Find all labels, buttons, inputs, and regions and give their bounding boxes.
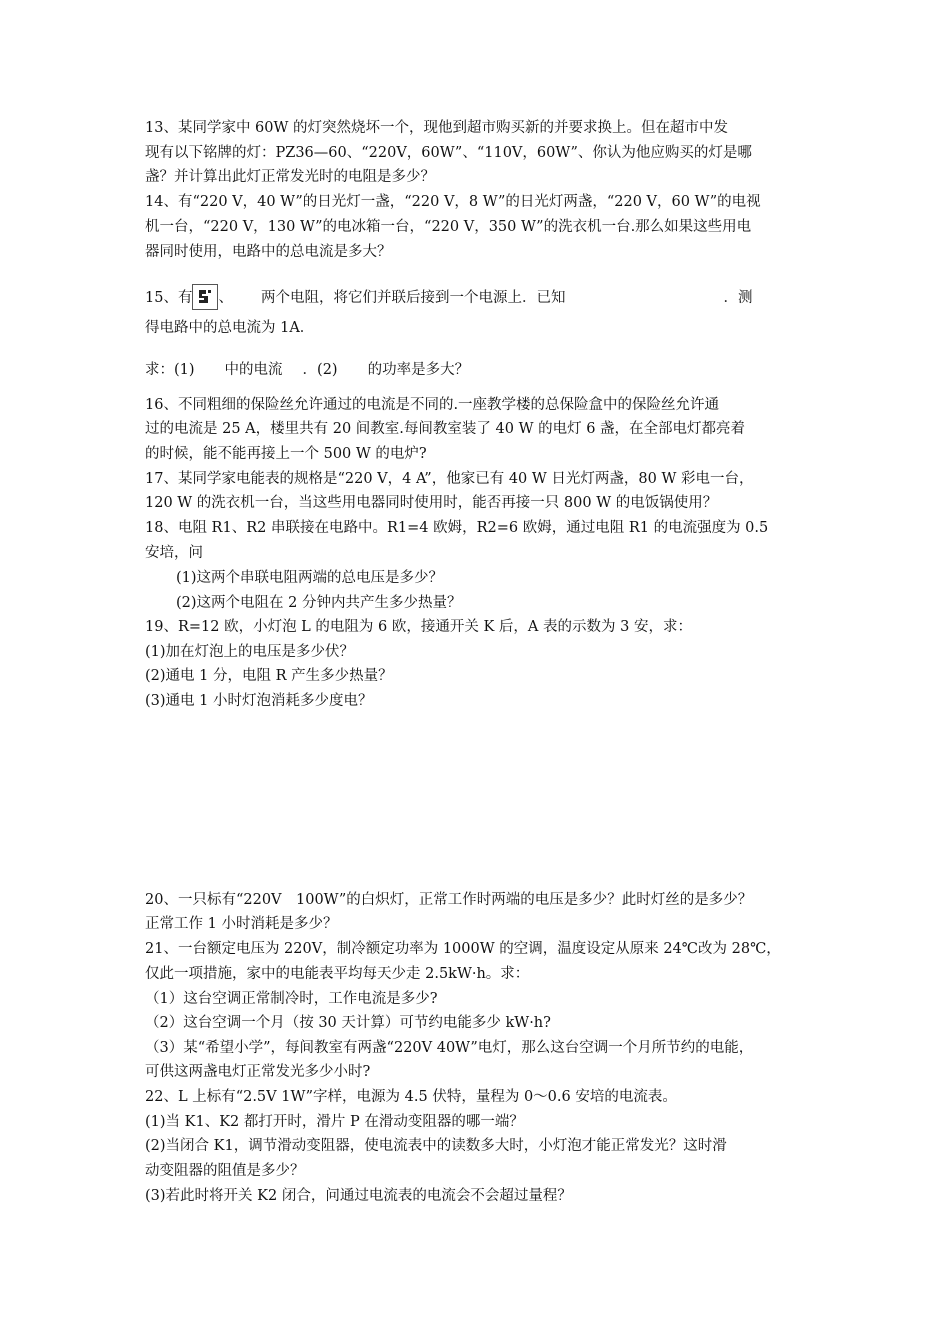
q18-line1: 18、电阻 R1、R2 串联接在电路中。R1=4 欧姆，R2=6 欧姆，通过电阻 R1 的电流强度为 0.5 (145, 520, 769, 536)
q15-line1 (145, 284, 752, 304)
q21-line4: （2）这台空调一个月（按 30 天计算）可节约电能多少 kW·h? (145, 1015, 551, 1031)
q16-line2: 过的电流是 25 A，楼里共有 20 间教室.每间教室装了 40 W 的电灯 6 盏，在全部电灯都亮着 (145, 421, 746, 437)
q19-line1: 19、R=12 欧，小灯泡 L 的电阻为 6 欧，接通开关 K 后，A 表的示数为 3 安，求： (145, 619, 692, 635)
q20-line1: 20、一只标有“220V 100W”的白炽灯，正常工作时两端的电压是多少？此时灯丝的是多少？ (145, 892, 753, 908)
q21-line5: （3）某“希望小学”，每间教室有两盏“220V 40W”电灯，那么这台空调一个月所节约的电能， (145, 1040, 754, 1056)
q21-line3: （1）这台空调正常制冷时，工作电流是多少? (145, 991, 438, 1007)
q18-line2: 安培，问 (145, 545, 203, 561)
q22-line4: 动变阻器的阻值是多少？ (145, 1163, 305, 1179)
q15-text: 两个电阻，将它们并联后接到一个电源上．已知 (260, 290, 566, 306)
q16-line1: 16、不同粗细的保险丝允许通过的电流是不同的.一座教学楼的总保险盒中的保险丝允许通 (145, 397, 720, 413)
q17-line1: 17、某同学家电能表的规格是“220 V，4 A”，他家已有 40 W 日光灯两盏，80 W 彩电一台， (145, 471, 754, 487)
q18-line3: (1)这两个串联电阻两端的总电压是多少？ (176, 570, 444, 586)
q19-line3: (2)通电 1 分，电阻 R 产生多少热量？ (145, 668, 393, 684)
q19-line4: (3)通电 1 小时灯泡消耗多少度电？ (145, 693, 373, 709)
q13-line2: 现有以下铭牌的灯：PZ36—60、“220V，60W”、“110V，60W”、你认为他应购买的灯是哪 (145, 145, 752, 161)
q17-line2: 120 W 的洗衣机一台，当这些用电器同时使用时，能否再接一只 800 W 的电饭锅使用？ (145, 495, 718, 511)
q15-line2: 得电路中的总电流为 1A． (145, 320, 315, 336)
q15-line3: 求：(1) 中的电流 ．(2) 的功率是多大？ (145, 362, 470, 378)
q14-line3: 器同时使用，电路中的总电流是多大？ (145, 244, 392, 260)
q15-prefix: 15、有 (145, 290, 193, 306)
q13-line1: 13、某同学家中 60W 的灯突然烧坏一个，现他到超市购买新的并要求换上。但在超市中发 (145, 120, 729, 136)
q15-measure: ．测 (723, 290, 753, 306)
q19-line2: (1)加在灯泡上的电压是多少伏？ (145, 644, 355, 660)
q22-line5: (3)若此时将开关 K2 闭合，问通过电流表的电流会不会超过量程？ (145, 1188, 572, 1204)
q16-line3: 的时候，能不能再接上一个 500 W 的电炉? (145, 446, 427, 462)
q15-comma: 、 (218, 290, 233, 306)
q22-line3: (2)当闭合 K1，调节滑动变阻器，使电流表中的读数多大时，小灯泡才能正常发光？这时滑 (145, 1138, 727, 1154)
q22-line1: 22、L 上标有“2.5V 1W”字样，电源为 4.5 伏特，量程为 0～0.6 安培的电流表。 (145, 1089, 677, 1105)
q21-line2: 仅此一项措施，家中的电能表平均每天少走 2.5kW·h。求： (145, 966, 530, 982)
q20-line2: 正常工作 1 小时消耗是多少？ (145, 916, 338, 932)
q21-line6: 可供这两盏电灯正常发光多少小时? (145, 1064, 371, 1080)
broken-image-icon (192, 284, 218, 310)
q14-line2: 机一台，“220 V，130 W”的电冰箱一台，“220 V，350 W”的洗衣机一台.那么如果这些用电 (145, 219, 752, 235)
q21-line1: 21、一台额定电压为 220V，制冷额定功率为 1000W 的空调，温度设定从原来 24℃改为 28℃， (145, 941, 781, 957)
q14-line1: 14、有“220 V，40 W”的日光灯一盏，“220 V，8 W”的日光灯两盏，“220 V，60 W”的电视 (145, 194, 761, 210)
q22-line2: (1)当 K1、K2 都打开时，滑片 P 在滑动变阻器的哪一端？ (145, 1114, 524, 1130)
q13-line3: 盏？并计算出此灯正常发光时的电阻是多少？ (145, 169, 435, 185)
q18-line4: (2)这两个电阻在 2 分钟内共产生多少热量？ (176, 595, 462, 611)
